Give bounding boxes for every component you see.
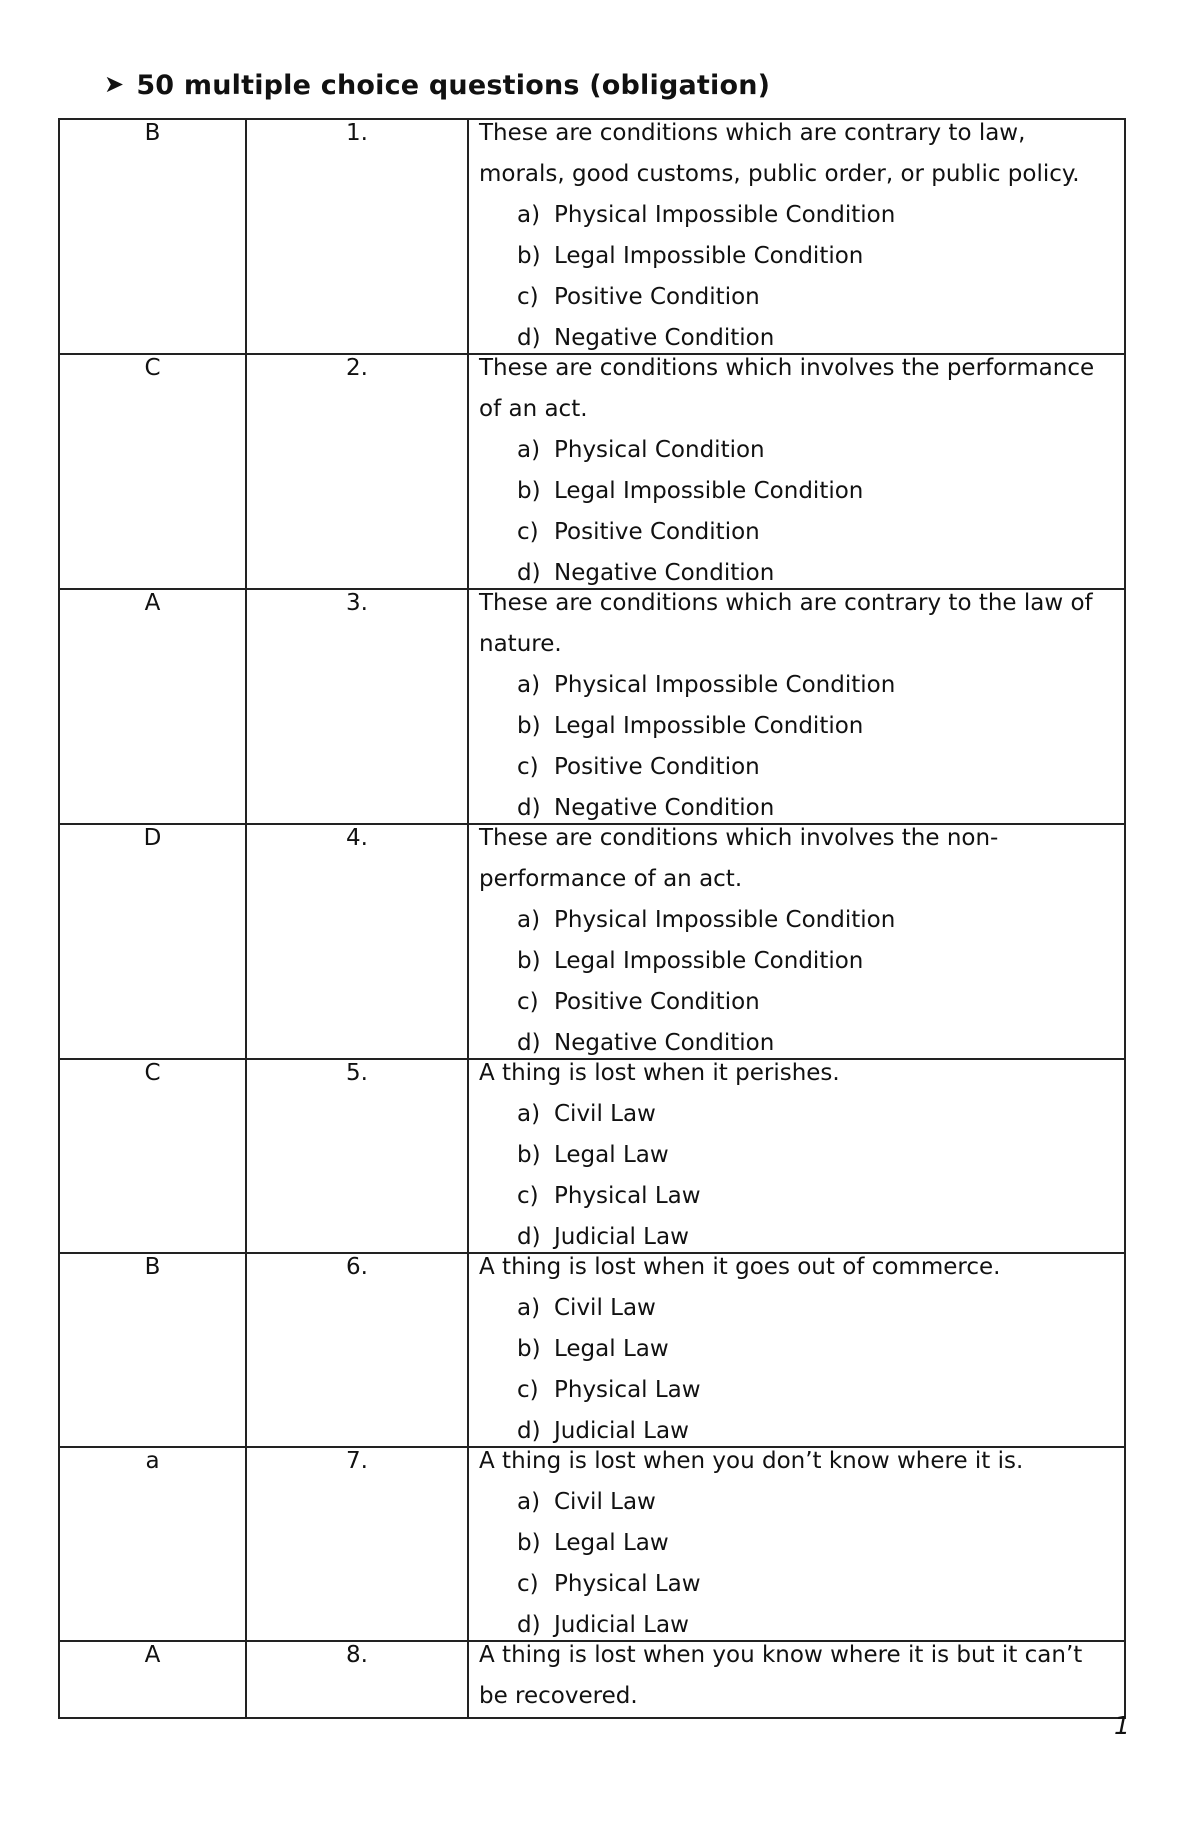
page-title-text: 50 multiple choice questions (obligation) — [136, 70, 771, 101]
question-number: 1. — [346, 120, 368, 146]
question-cell — [468, 119, 1125, 354]
option-letter: d) — [517, 1612, 541, 1638]
option-text: Negative Condition — [554, 560, 775, 586]
page-number: 1 — [1114, 1711, 1130, 1740]
option-letter: c) — [517, 1571, 539, 1597]
option-letter: b) — [517, 1336, 541, 1362]
option-list — [469, 1094, 1124, 1258]
option-item — [517, 1523, 1124, 1564]
option-text: Negative Condition — [554, 795, 775, 821]
option-text: Physical Impossible Condition — [554, 672, 896, 698]
option-text: Physical Impossible Condition — [554, 907, 896, 933]
option-list — [469, 1482, 1124, 1646]
question-stem: These are conditions which are contrary to law, morals, good customs, public order, or public policy. — [479, 120, 1080, 187]
question-cell — [468, 1447, 1125, 1641]
question-stem: A thing is lost when you know where it is but it can’t be recovered. — [479, 1642, 1083, 1709]
option-letter: b) — [517, 1530, 541, 1556]
table-row — [59, 589, 1125, 824]
option-list — [469, 1288, 1124, 1452]
option-letter: d) — [517, 795, 541, 821]
option-item — [517, 277, 1124, 318]
number-cell — [246, 1253, 468, 1447]
question-stem: These are conditions which involves the performance of an act. — [479, 355, 1095, 422]
answer-cell — [59, 354, 246, 589]
option-text: Physical Law — [554, 1571, 701, 1597]
option-letter: c) — [517, 284, 539, 310]
answer-cell — [59, 824, 246, 1059]
question-number: 3. — [346, 590, 368, 616]
option-letter: a) — [517, 1101, 541, 1127]
answer-key: C — [144, 355, 161, 381]
option-text: Judicial Law — [554, 1612, 689, 1638]
option-item — [517, 1482, 1124, 1523]
option-letter: a) — [517, 437, 541, 463]
arrow-bullet-icon: ➤ — [104, 70, 125, 98]
option-letter: d) — [517, 1418, 541, 1444]
option-text: Positive Condition — [554, 754, 760, 780]
option-text: Positive Condition — [554, 284, 760, 310]
option-letter: b) — [517, 713, 541, 739]
answer-key: D — [143, 825, 162, 851]
answer-key: A — [144, 1642, 161, 1668]
table-row — [59, 1641, 1125, 1718]
question-number: 5. — [346, 1060, 368, 1086]
question-stem: A thing is lost when it perishes. — [479, 1060, 840, 1086]
option-text: Judicial Law — [554, 1224, 689, 1250]
table-row — [59, 1447, 1125, 1641]
option-item — [517, 195, 1124, 236]
question-cell — [468, 824, 1125, 1059]
option-text: Physical Condition — [554, 437, 765, 463]
number-cell — [246, 1641, 468, 1718]
option-letter: c) — [517, 1377, 539, 1403]
number-cell — [246, 1447, 468, 1641]
number-cell — [246, 354, 468, 589]
option-letter: c) — [517, 989, 539, 1015]
table-row — [59, 824, 1125, 1059]
option-text: Legal Impossible Condition — [554, 243, 864, 269]
question-stem: These are conditions which are contrary to the law of nature. — [479, 590, 1093, 657]
option-text: Physical Law — [554, 1377, 701, 1403]
answer-key: a — [145, 1448, 160, 1474]
number-cell — [246, 589, 468, 824]
option-text: Positive Condition — [554, 519, 760, 545]
option-letter: c) — [517, 754, 539, 780]
answer-cell — [59, 1641, 246, 1718]
option-item — [517, 430, 1124, 471]
option-item — [517, 471, 1124, 512]
option-text: Negative Condition — [554, 325, 775, 351]
question-number: 6. — [346, 1254, 368, 1280]
number-cell — [246, 119, 468, 354]
option-letter: b) — [517, 478, 541, 504]
option-item — [517, 665, 1124, 706]
option-item — [517, 747, 1124, 788]
question-number: 8. — [346, 1642, 368, 1668]
option-list — [469, 195, 1124, 359]
question-cell — [468, 1641, 1125, 1718]
option-item — [517, 1370, 1124, 1411]
number-cell — [246, 1059, 468, 1253]
question-cell — [468, 589, 1125, 824]
option-list — [469, 430, 1124, 594]
table-row — [59, 354, 1125, 589]
answer-key: B — [144, 1254, 161, 1280]
option-item — [517, 941, 1124, 982]
option-letter: d) — [517, 1030, 541, 1056]
option-text: Positive Condition — [554, 989, 760, 1015]
questions-table — [58, 118, 1126, 1719]
option-letter: a) — [517, 1489, 541, 1515]
table-row — [59, 119, 1125, 354]
option-item — [517, 1329, 1124, 1370]
option-letter: a) — [517, 1295, 541, 1321]
option-letter: a) — [517, 672, 541, 698]
question-cell — [468, 1059, 1125, 1253]
question-number: 7. — [346, 1448, 368, 1474]
option-letter: b) — [517, 948, 541, 974]
answer-key: A — [144, 590, 161, 616]
option-list — [469, 665, 1124, 829]
answer-cell — [59, 1253, 246, 1447]
option-item — [517, 236, 1124, 277]
option-text: Civil Law — [554, 1489, 656, 1515]
table-row — [59, 1059, 1125, 1253]
table-row — [59, 1253, 1125, 1447]
answer-cell — [59, 119, 246, 354]
option-text: Legal Law — [554, 1142, 669, 1168]
page-title — [104, 70, 770, 101]
option-letter: a) — [517, 907, 541, 933]
answer-cell — [59, 1059, 246, 1253]
option-item — [517, 982, 1124, 1023]
option-text: Negative Condition — [554, 1030, 775, 1056]
answer-cell — [59, 1447, 246, 1641]
option-text: Civil Law — [554, 1101, 656, 1127]
option-text: Legal Law — [554, 1336, 669, 1362]
option-item — [517, 1288, 1124, 1329]
number-cell — [246, 824, 468, 1059]
option-item — [517, 1564, 1124, 1605]
answer-key: B — [144, 120, 161, 146]
option-item — [517, 1094, 1124, 1135]
option-letter: b) — [517, 243, 541, 269]
option-item — [517, 900, 1124, 941]
answer-cell — [59, 589, 246, 824]
option-text: Legal Impossible Condition — [554, 948, 864, 974]
option-letter: d) — [517, 1224, 541, 1250]
question-cell — [468, 1253, 1125, 1447]
option-item — [517, 706, 1124, 747]
answer-key: C — [144, 1060, 161, 1086]
option-letter: d) — [517, 325, 541, 351]
question-number: 4. — [346, 825, 368, 851]
option-text: Physical Impossible Condition — [554, 202, 896, 228]
question-stem: These are conditions which involves the non-performance of an act. — [479, 825, 999, 892]
option-item — [517, 512, 1124, 553]
option-letter: b) — [517, 1142, 541, 1168]
option-letter: c) — [517, 1183, 539, 1209]
question-number: 2. — [346, 355, 368, 381]
option-letter: a) — [517, 202, 541, 228]
option-item — [517, 1176, 1124, 1217]
question-stem: A thing is lost when it goes out of commerce. — [479, 1254, 1001, 1280]
option-item — [517, 1135, 1124, 1176]
option-text: Legal Impossible Condition — [554, 713, 864, 739]
option-list — [469, 900, 1124, 1064]
option-text: Civil Law — [554, 1295, 656, 1321]
option-text: Judicial Law — [554, 1418, 689, 1444]
option-text: Legal Impossible Condition — [554, 478, 864, 504]
option-text: Physical Law — [554, 1183, 701, 1209]
option-letter: d) — [517, 560, 541, 586]
option-letter: c) — [517, 519, 539, 545]
question-cell — [468, 354, 1125, 589]
question-stem: A thing is lost when you don’t know where it is. — [479, 1448, 1024, 1474]
option-text: Legal Law — [554, 1530, 669, 1556]
